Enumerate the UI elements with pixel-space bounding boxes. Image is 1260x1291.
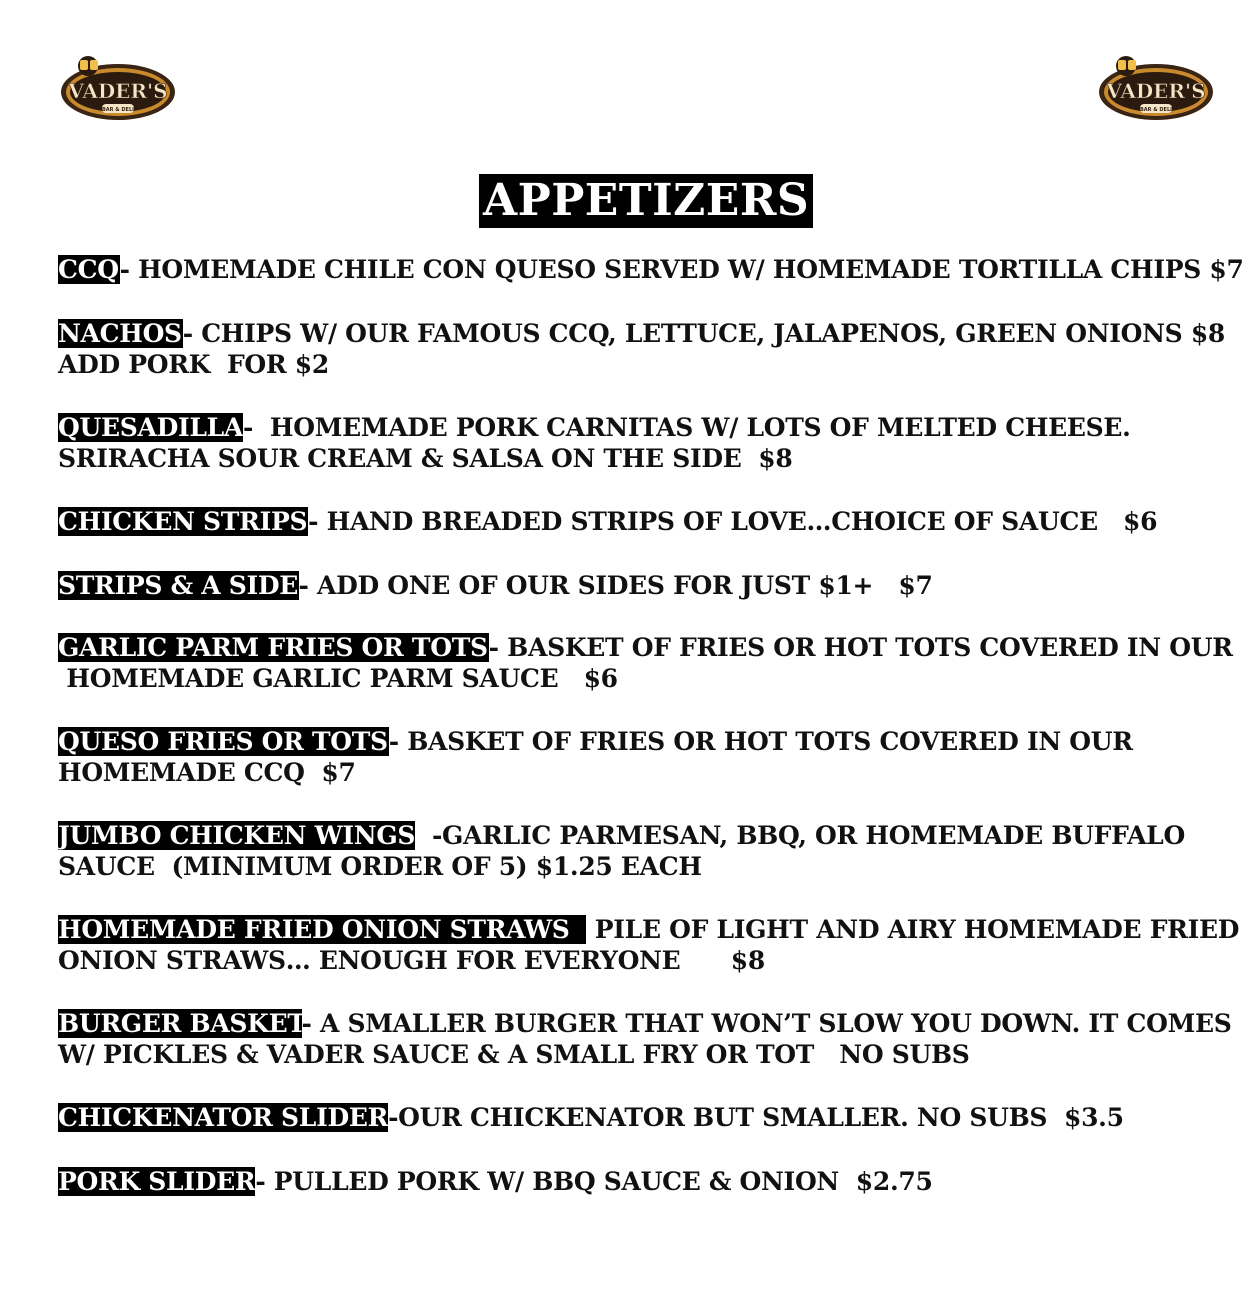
menu-item-line: [58, 1008, 1248, 1039]
menu-item-line: [58, 820, 1248, 851]
menu-item-description-continued: SRIRACHA SOUR CREAM & SALSA ON THE SIDE $8: [58, 444, 793, 473]
menu-item-description-continued: SAUCE (MINIMUM ORDER OF 5) $1.25 EACH: [58, 852, 702, 881]
menu-item-description: -GARLIC PARMESAN, BBQ, OR HOMEMADE BUFFALO: [415, 821, 1185, 850]
menu-item-description-continued: HOMEMADE GARLIC PARM SAUCE $6: [58, 664, 618, 693]
menu-item-description: -OUR CHICKENATOR BUT SMALLER. NO SUBS $3.5: [388, 1103, 1124, 1132]
menu-item-name: CCQ: [58, 255, 120, 284]
menu-item-line: [58, 632, 1248, 663]
menu-item-name: CHICKENATOR SLIDER: [58, 1103, 389, 1132]
menu-item: [58, 570, 1248, 601]
menu-item: [58, 318, 1248, 380]
menu-item: [58, 1008, 1248, 1070]
menu-item-description-continued: ADD PORK FOR $2: [58, 350, 329, 379]
menu-item-description: - HOMEMADE CHILE CON QUESO SERVED W/ HOMEMADE TORTILLA CHIPS $7: [119, 255, 1244, 284]
menu-item-name: QUESADILLA: [58, 413, 244, 442]
menu-item-description: - CHIPS W/ OUR FAMOUS CCQ, LETTUCE, JALAPENOS, GREEN ONIONS $8: [182, 319, 1226, 348]
menu-item-description: - ADD ONE OF OUR SIDES FOR JUST $1+ $7: [298, 571, 933, 600]
menu-item-description-continued: HOMEMADE CCQ $7: [58, 758, 356, 787]
menu-item-description: PILE OF LIGHT AND AIRY HOMEMADE FRIED: [586, 915, 1240, 944]
menu-item: [58, 1102, 1248, 1133]
menu-item-name: BURGER BASKET: [58, 1009, 302, 1038]
menu-item: [58, 412, 1248, 474]
menu-item-name: STRIPS & A SIDE: [58, 571, 299, 600]
svg-text:VADER'S: VADER'S: [1106, 79, 1206, 103]
menu-item-line: [58, 412, 1248, 443]
menu-item: [58, 254, 1248, 285]
menu-item-name: GARLIC PARM FRIES OR TOTS: [58, 633, 489, 662]
menu-item-line: [58, 1102, 1248, 1133]
menu-item-description: - BASKET OF FRIES OR HOT TOTS COVERED IN OUR: [388, 727, 1133, 756]
menu-item-line: [58, 726, 1248, 757]
menu-item-description: - PULLED PORK W/ BBQ SAUCE & ONION $2.75: [255, 1167, 933, 1196]
menu-item-description: - HOMEMADE PORK CARNITAS W/ LOTS OF MELTED CHEESE.: [243, 413, 1131, 442]
menu-item: [58, 820, 1248, 882]
menu-item-name: NACHOS: [58, 319, 183, 348]
menu-item: [58, 506, 1248, 537]
svg-text:BAR & DELI: BAR & DELI: [1140, 107, 1172, 113]
menu-item-name: JUMBO CHICKEN WINGS: [58, 821, 416, 850]
menu-item-name: HOMEMADE FRIED ONION STRAWS: [58, 915, 587, 944]
menu-item-line: [58, 254, 1248, 285]
menu-item-description: - HAND BREADED STRIPS OF LOVE…CHOICE OF SAUCE $6: [308, 507, 1158, 536]
menu-title: APPETIZERS: [479, 174, 813, 228]
vaders-logo-right: [1096, 52, 1216, 124]
menu-item: [58, 1166, 1248, 1197]
menu-item-description-continued: ONION STRAWS… ENOUGH FOR EVERYONE $8: [58, 946, 765, 975]
menu-item-description-continued: W/ PICKLES & VADER SAUCE & A SMALL FRY OR TOT NO SUBS: [58, 1040, 970, 1069]
vaders-logo: [58, 52, 178, 124]
menu-item: [58, 726, 1248, 788]
menu-item: [58, 632, 1248, 694]
menu-item-name: QUESO FRIES OR TOTS: [58, 727, 389, 756]
menu-item-line: [58, 1166, 1248, 1197]
menu-item: [58, 914, 1248, 976]
menu-item-line: [58, 914, 1248, 945]
menu-item-line: [58, 318, 1248, 349]
svg-text:VADER'S: VADER'S: [68, 79, 168, 103]
menu-item-description: - A SMALLER BURGER THAT WON’T SLOW YOU DOWN. IT COMES: [301, 1009, 1232, 1038]
menu-item-name: CHICKEN STRIPS: [58, 507, 309, 536]
menu-item-name: PORK SLIDER: [58, 1167, 256, 1196]
menu-item-description: - BASKET OF FRIES OR HOT TOTS COVERED IN OUR: [488, 633, 1233, 662]
menu-item-line: [58, 506, 1248, 537]
menu-item-line: [58, 570, 1248, 601]
svg-text:BAR & DELI: BAR & DELI: [102, 107, 134, 113]
